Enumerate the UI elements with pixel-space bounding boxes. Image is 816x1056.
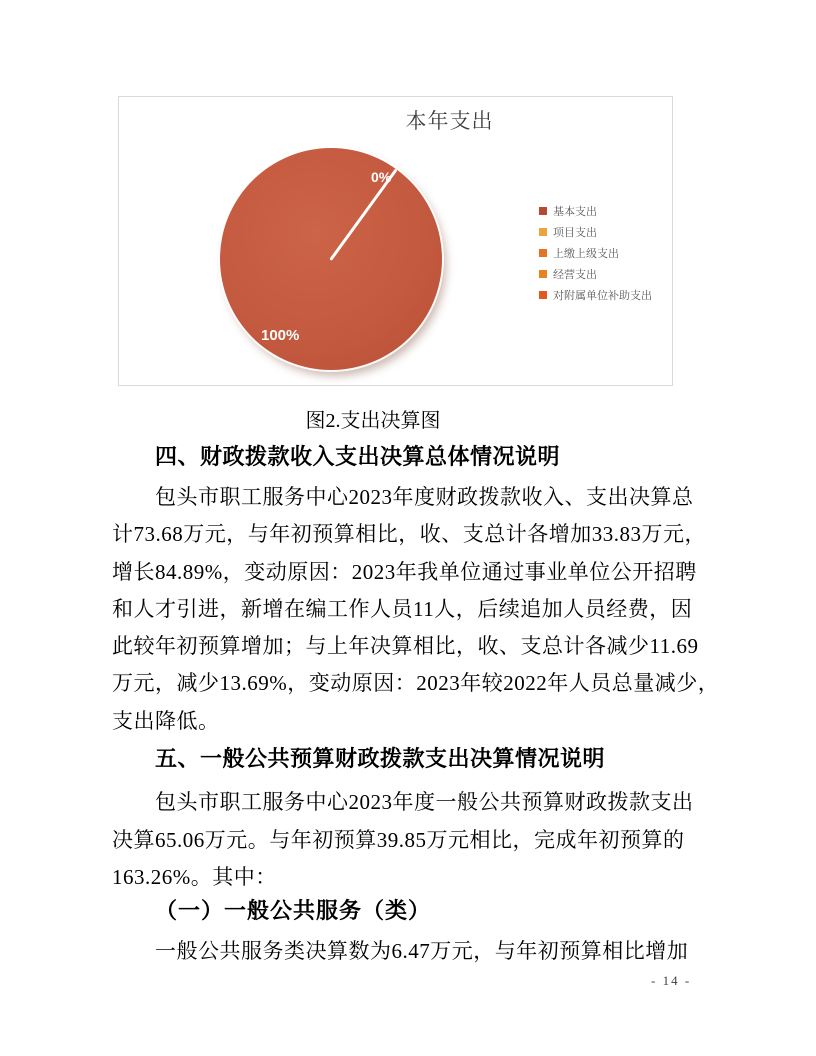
figure-caption: 图2.支出决算图: [305, 410, 441, 432]
paragraph-line: 支出降低。: [112, 708, 220, 733]
paragraph-line: 一般公共服务类决算数为6.47万元，与年初预算相比增加: [155, 939, 689, 963]
paragraph-3: [112, 933, 712, 971]
legend-swatch-icon: [539, 228, 547, 236]
legend-item: [539, 284, 652, 305]
section-heading-4: 四、财政拨款收入支出决算总体情况说明: [155, 444, 561, 469]
paragraph-line: 万元，减少13.69%，变动原因：2023年较2022年人员总量减少，: [112, 671, 720, 696]
page-number: - 14 -: [651, 973, 692, 988]
paragraph-1: [112, 479, 720, 740]
expenditure-pie-chart: [118, 96, 673, 386]
legend-label: 对附属单位补助支出: [553, 289, 652, 302]
legend-label: 基本支出: [553, 205, 597, 218]
legend-label: 项目支出: [553, 226, 597, 239]
paragraph-line: 决算65.06万元。与年初预算39.85万元相比，完成年初预算的: [112, 827, 685, 852]
legend-item: [539, 221, 652, 242]
paragraph-line: 此较年初预算增加；与上年决算相比，收、支总计各减少11.69: [112, 634, 699, 659]
chart-legend: [539, 200, 652, 305]
paragraph-line: 163.26%。其中：: [112, 865, 277, 889]
paragraph-line: 包头市职工服务中心2023年度财政拨款收入、支出决算总: [155, 485, 694, 509]
paragraph-line: 计73.68万元，与年初预算相比，收、支总计各增加33.83万元，: [112, 522, 706, 547]
paragraph-2: [112, 784, 712, 897]
legend-label: 上缴上级支出: [553, 247, 619, 260]
pie-data-label-hundred: 100%: [261, 327, 300, 344]
section-heading-5: 五、一般公共预算财政拨款支出决算情况说明: [155, 746, 606, 771]
paragraph-line: 和人才引进，新增在编工作人员11人，后续追加人员经费，因: [112, 596, 693, 621]
chart-title: 本年支出: [405, 110, 494, 133]
pie-data-label-zero: 0%: [371, 169, 392, 185]
legend-item: [539, 200, 652, 221]
legend-item: [539, 242, 652, 263]
paragraph-line: 增长84.89%，变动原因：2023年我单位通过事业单位公开招聘: [112, 559, 697, 584]
legend-swatch-icon: [539, 249, 547, 257]
legend-label: 经营支出: [553, 268, 597, 281]
paragraph-line: 包头市职工服务中心2023年度一般公共预算财政拨款支出: [155, 790, 694, 814]
subsection-heading-1: （一）一般公共服务（类）: [155, 898, 432, 923]
legend-swatch-icon: [539, 207, 547, 215]
legend-swatch-icon: [539, 270, 547, 278]
legend-item: [539, 263, 652, 284]
legend-swatch-icon: [539, 291, 547, 299]
